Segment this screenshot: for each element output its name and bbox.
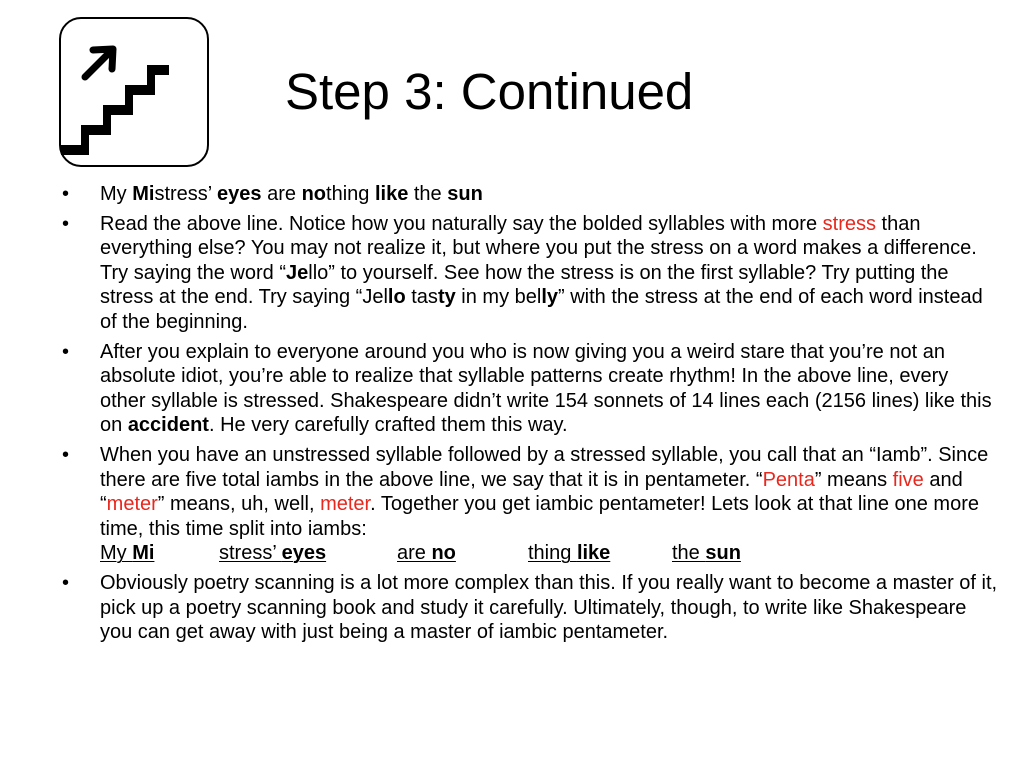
iamb-row (100, 541, 998, 566)
bullet-text (100, 444, 988, 540)
text-run: . Together you get iambic pentameter! Lets look at that line one more time, this time split into iambs: (100, 493, 980, 540)
highlighted-text: Penta (762, 468, 815, 491)
bullet-text (100, 213, 983, 333)
text-run: thing (528, 542, 577, 565)
bold-text: like (374, 183, 409, 205)
bold-text: like (576, 542, 611, 565)
stairs-up-arrow-icon (61, 19, 211, 169)
bullet-item-3 (62, 340, 998, 438)
highlighted-text: meter (320, 493, 371, 516)
bold-text: Mi (132, 183, 155, 205)
highlighted-text: five (892, 468, 924, 491)
text-run: My (100, 542, 133, 565)
bullet-dot: • (62, 443, 70, 466)
bullet-item-4 (62, 443, 998, 566)
text-run: tas (405, 286, 438, 309)
text-run: Obviously poetry scanning is a lot more complex than this. If you really want to become a master of it, pick up a poetry scanning book and study it carefully. Ultimately, though, to write like Shakespeare you can get away with just being a master of iambic pentameter. (100, 571, 998, 644)
bold-text: Mi (132, 542, 155, 565)
text-run: . He very carefully crafted them this way. (208, 414, 568, 437)
stairs-logo (59, 17, 209, 167)
bullet-item-2 (62, 212, 998, 335)
iamb-5 (672, 541, 741, 566)
text-run: the (672, 542, 706, 565)
bold-text: sun (705, 542, 741, 565)
highlighted-text: stress (822, 212, 876, 235)
bullet-text (100, 183, 483, 205)
bullet-dot: • (62, 571, 70, 594)
text-run: ” means, uh, well, (157, 493, 321, 516)
bullet-text (100, 341, 992, 437)
bold-text: ly (541, 286, 559, 309)
bullet-dot: • (62, 212, 70, 235)
text-run: Read the above line. Notice how you naturally say the bolded syllables with more (100, 212, 823, 235)
bullet-item-1 (62, 182, 998, 207)
slide-title: Step 3: Continued (285, 63, 694, 120)
iamb-4 (528, 541, 672, 566)
text-run: stress’ (154, 183, 218, 205)
text-run: than everything else? You may not realize it, but where you put the stress on a word makes a difference. Try saying the word “ (100, 212, 977, 284)
iamb-3 (397, 541, 528, 566)
bullet-dot: • (62, 340, 70, 363)
text-run: llo” to yourself. See how the stress is on the first syllable? Try putting the stress at the end. Try saying “Jel (100, 261, 949, 309)
bold-text: accident (127, 414, 209, 437)
text-run: ” with the stress at the end of each word instead of the beginning. (100, 286, 983, 333)
text-run: After you explain to everyone around you who is now giving you a weird stare that you’re not an absolute idiot, you’re able to realize that syllable patterns create rhythm! In the above line, every other syllable is stressed. Shakespeare didn’t write 154 sonnets of 14 lines each (2156 lines) like this on (100, 340, 992, 437)
bold-text: eyes (217, 183, 262, 205)
bold-text: no (431, 542, 456, 565)
text-run: and “ (100, 468, 963, 516)
bold-text: ty (437, 286, 456, 309)
text-run: My (100, 183, 133, 205)
text-run: stress’ (219, 542, 282, 565)
bullet-item-5 (62, 571, 998, 645)
bullet-list (62, 182, 998, 650)
bold-text: eyes (281, 542, 327, 565)
bold-text: lo (387, 286, 406, 309)
bullet-dot: • (62, 183, 70, 205)
text-run: are (261, 183, 302, 205)
text-run: are (397, 542, 432, 565)
iamb-1 (100, 541, 219, 566)
text-run: the (408, 183, 448, 205)
bold-text: Je (286, 261, 309, 284)
bold-text: no (301, 183, 327, 205)
text-run: When you have an unstressed syllable followed by a stressed syllable, you call that an “Iamb”. Since there are five total iambs in the above line, we say that it is in pentameter. “ (100, 443, 989, 491)
text-run: in my bel (455, 286, 542, 309)
highlighted-text: meter (106, 493, 158, 516)
iamb-2 (219, 541, 397, 566)
text-run: ” means (814, 468, 893, 491)
bullet-text (100, 572, 997, 643)
text-run: thing (326, 183, 375, 205)
bold-text: sun (447, 183, 483, 205)
